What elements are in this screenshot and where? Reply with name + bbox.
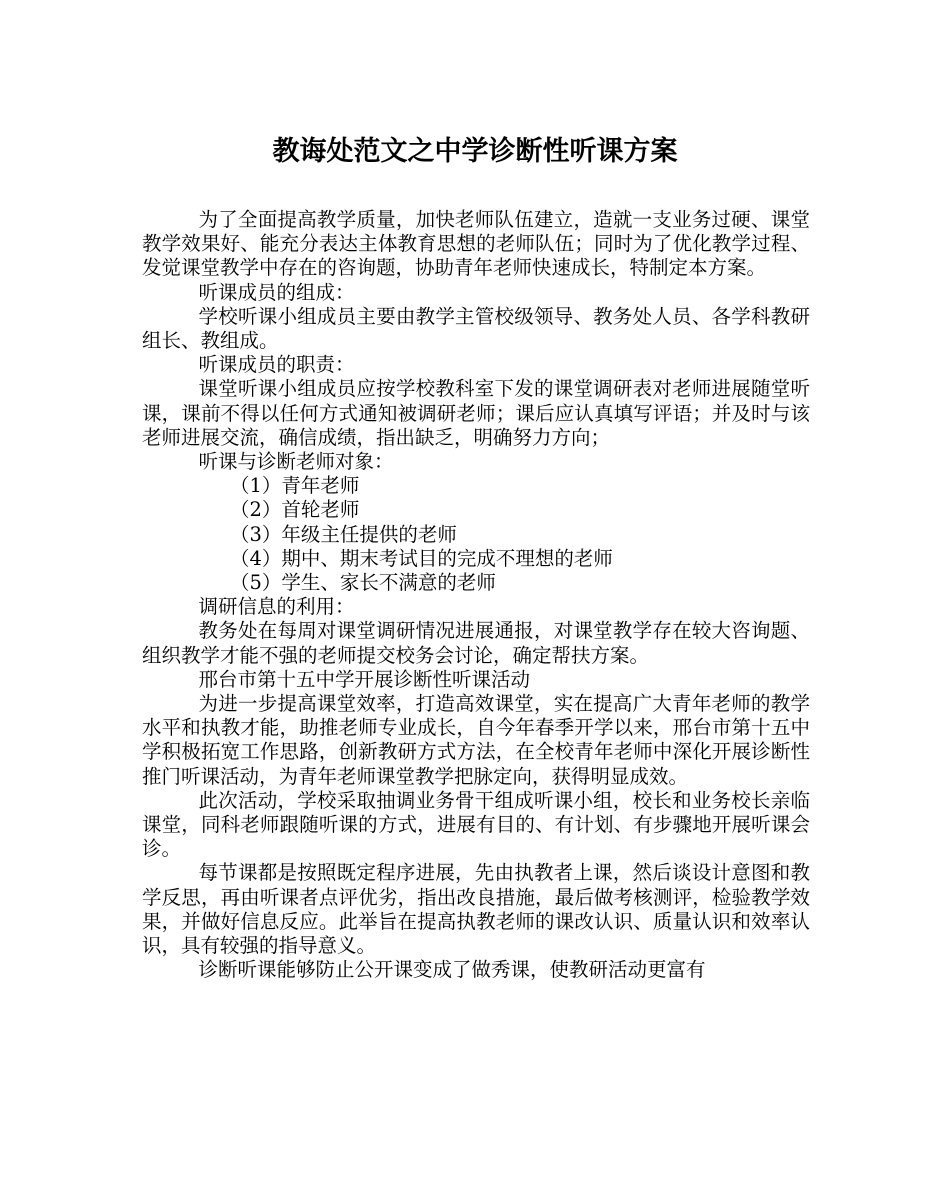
list-item: （3）年级主任提供的老师 [230,522,457,546]
heading-target-teachers: 听课与诊断老师对象： [198,450,394,474]
paragraph-members-composition: 学校听课小组成员主要由教学主管校级领导、教务处人员、各学科教研组长、教组成。 [142,304,810,353]
heading-members-duties: 听课成员的职责： [198,353,355,377]
heading-info-usage: 调研信息的利用： [198,595,355,619]
heading-school-activity: 邢台市第十五中学开展诊断性听课活动 [198,667,531,691]
paragraph-activity-method: 此次活动，学校采取抽调业务骨干组成听课小组，校长和业务校长亲临课堂，同科老师跟随听课的方式，进展有目的、有计划、有步骤地开展听课会诊。 [142,788,810,861]
list-item: （2）首轮老师 [230,498,360,522]
document-body [142,208,810,983]
document-title: 教诲处范文之中学诊断性听课方案 [272,136,678,167]
paragraph-diagnosis-value: 诊断听课能够防止公开课变成了做秀课，使教研活动更富有 [198,958,706,982]
paragraph-lesson-procedure: 每节课都是按照既定程序进展，先由执教者上课，然后谈设计意图和教学反思，再由听课者点评优劣，指出改良措施，最后做考核测评，检验教学效果，并做好信息反应。此举旨在提高执教老师的课改认识、质量认识和效率认识，具有较强的指导意义。 [142,861,810,958]
list-item: （5）学生、家长不满意的老师 [230,571,496,595]
paragraph-members-duties: 课堂听课小组成员应按学校教科室下发的课堂调研表对老师进展随堂听课，课前不得以任何方式通知被调研老师；课后应认真填写评语；并及时与该老师进展交流，确信成绩，指出缺乏，明确努力方向； [142,377,810,449]
paragraph-info-usage: 教务处在每周对课堂调研情况进展通报，对课堂教学存在较大咨询题、组织教学才能不强的老师提交校务会讨论，确定帮扶方案。 [142,619,810,667]
heading-members-composition: 听课成员的组成： [198,280,355,304]
paragraph-intro: 为了全面提高教学质量，加快老师队伍建立，造就一支业务过硬、课堂教学效果好、能充分表达主体教育思想的老师队伍；同时为了优化教学过程、发觉课堂教学中存在的咨询题，协助青年老师快速成长，特制定本方案。 [142,208,810,280]
list-item: （4）期中、期末考试目的完成不理想的老师 [230,546,613,570]
paragraph-activity-purpose: 为进一步提高课堂效率，打造高效课堂，实在提高广大青年老师的教学水平和执教才能，助推老师专业成长，自今年春季开学以来，邢台市第十五中学积极拓宽工作思路，创新教研方式方法，在全校青年老师中深化开展诊断性推门听课活动，为青年老师课堂教学把脉定向，获得明显成效。 [142,692,810,788]
list-item: （1）青年老师 [230,474,360,498]
